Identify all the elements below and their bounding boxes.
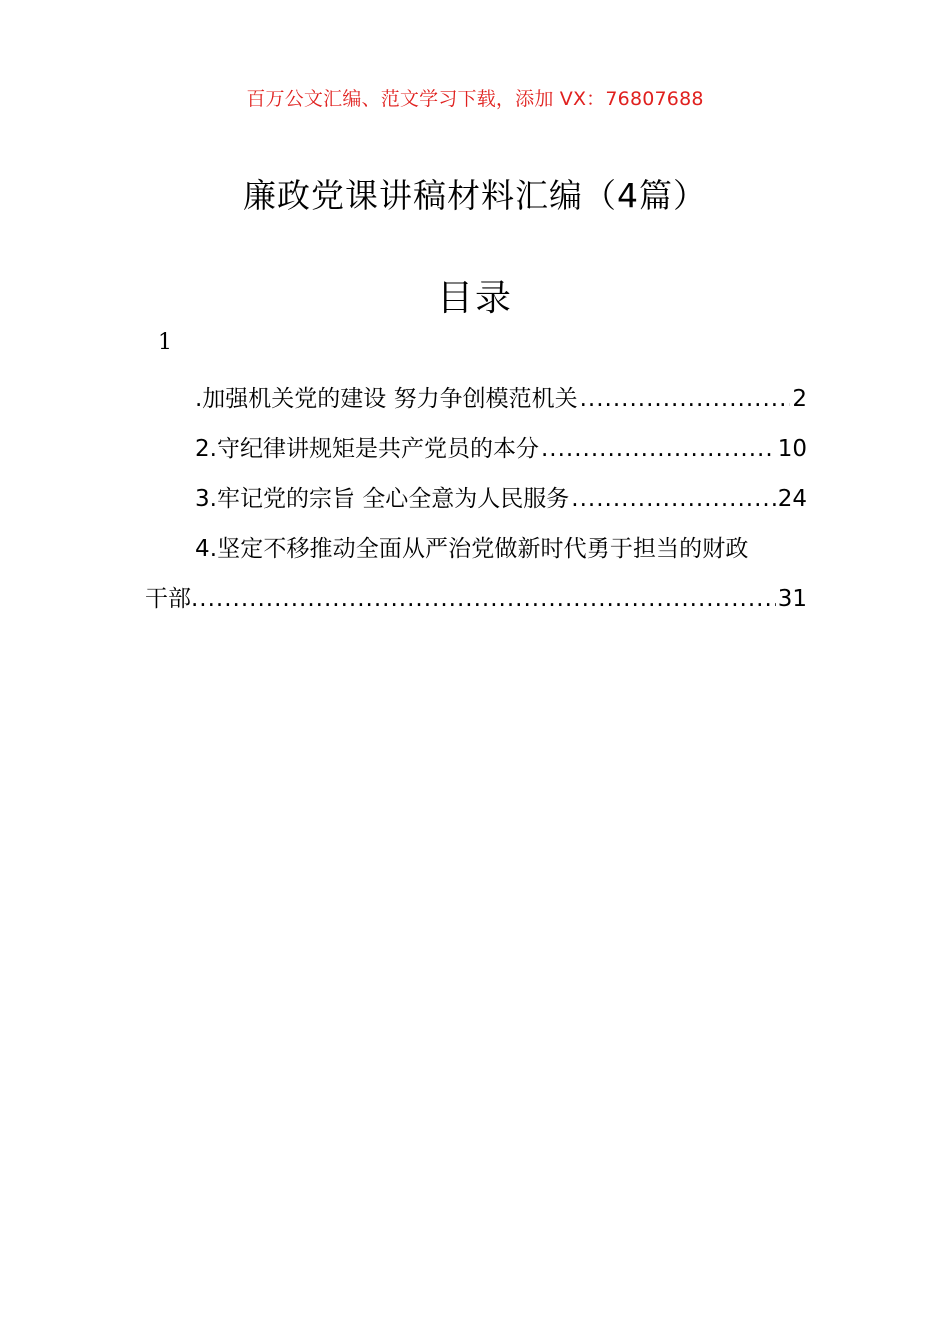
toc-entry-page: 31 xyxy=(777,586,807,612)
toc-entry-2 xyxy=(145,424,807,474)
toc-entry-1 xyxy=(145,374,807,424)
document-title: 廉政党课讲稿材料汇编（4篇） xyxy=(243,176,707,215)
toc-heading: 目录 xyxy=(436,278,513,319)
toc-entry-label: .加强机关党的建设 努力争创模范机关 xyxy=(195,386,578,412)
toc-dot-leader xyxy=(571,474,775,524)
table-of-contents xyxy=(145,374,807,624)
toc-dot-leader xyxy=(580,374,791,424)
toc-entry-4-line-1: 4.坚定不移推动全面从严治党做新时代勇于担当的财政 xyxy=(195,536,749,562)
toc-entry-label: 2.守纪律讲规矩是共产党员的本分 xyxy=(195,436,539,462)
toc-entry-3 xyxy=(145,474,807,524)
toc-entry-label: 干部 xyxy=(145,586,191,612)
toc-entry-label: 3.牢记党的宗旨 全心全意为人民服务 xyxy=(195,486,570,512)
toc-entry-page: 10 xyxy=(777,436,807,462)
toc-entry-4-line-2 xyxy=(145,574,807,624)
toc-dot-leader xyxy=(541,424,776,474)
toc-entry-page: 24 xyxy=(777,486,807,512)
watermark-banner: 百万公文汇编、范文学习下载，添加 VX：76807688 xyxy=(246,88,704,110)
stray-page-number: 1 xyxy=(158,330,172,355)
toc-dot-leader xyxy=(191,574,776,624)
toc-entry-page: 2 xyxy=(792,386,807,412)
